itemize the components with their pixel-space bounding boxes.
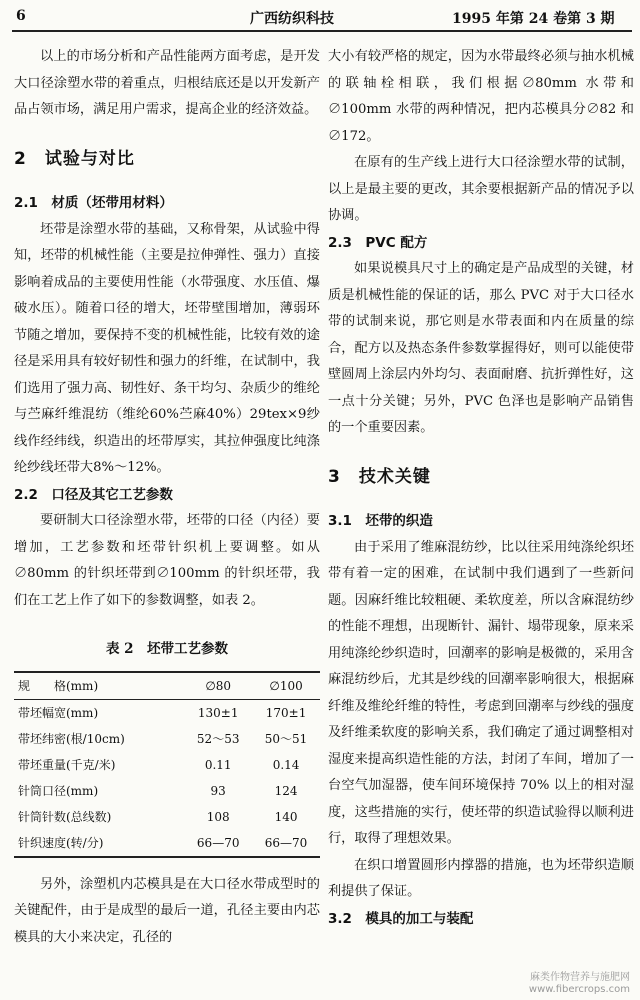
table-row: [14, 699, 320, 726]
table-header-cell: ∅100: [269, 678, 303, 693]
section-3-1-paragraph-b: 在织口增置圆形内撑器的措施，也为坯带织造顺利提供了保证。: [328, 857, 634, 899]
table-cell: 针织速度(转/分): [18, 835, 104, 850]
table-cell: 93: [210, 783, 226, 798]
right-column: [328, 44, 634, 932]
section-2-2-paragraph: 要研制大口径涂塑水带，坯带的口径（内径）要增加，工艺参数和坯带针织机上要调整。如从∅80mm 的针织坯带到∅100mm 的针织坯带，我们在工艺上作了如下的参数调整，如表 2。: [14, 513, 320, 608]
table-cell: 0.11: [204, 757, 232, 772]
section-3-1-heading: 3.1 坯带的织造: [328, 513, 433, 529]
table-cell: 108: [206, 809, 230, 824]
issue-info: 1995 年第 24 卷第 3 期: [452, 11, 615, 27]
table-cell: 0.14: [272, 757, 300, 772]
watermark-line1: 麻类作物营养与施肥网: [530, 972, 630, 983]
table-cell: 66—70: [196, 835, 240, 850]
table-row: [14, 778, 320, 804]
table-cell: 130±1: [197, 705, 239, 720]
continued-paragraph: 大小有较严格的规定，因为水带最终必须与抽水机械的联轴栓相联，我们根据∅80mm 水带和∅100mm 水带的两种情况，把内芯模具分∅82 和∅172。: [328, 49, 634, 144]
table-cell: 140: [274, 809, 298, 824]
table-row: [14, 830, 320, 857]
intro-paragraph: 以上的市场分析和产品性能两方面考虑，是开发大口径涂塑水带的着重点，归根结底还是以开发新产品占领市场，满足用户需求，提高企业的经济效益。: [14, 49, 320, 117]
table-cell: 66—70: [264, 835, 308, 850]
after-table-paragraph: 另外，涂塑机内芯模具是在大口径水带成型时的关键配件，由于是成型的最后一道，孔径主要由内芯模具的大小来决定，孔径的: [14, 876, 320, 945]
section-2-1-paragraph: 坯带是涂塑水带的基础，又称骨架，从试验中得知，坯带的机械性能（主要是拉伸弹性、强力）直接影响着成品的主要使用性能（水带强度、水压值、爆破水压）。随着口径的增大，坯带壁围增加，薄弱环节随之增加，要保持不变的机械性能，比较有效的途径是采用具有较好韧性和强力的纤维，在试制中，我们选用了强力高、韧性好、条干均匀、杂质少的维纶与苎麻纤维混纺（维纶60%苎麻40%）29tex×9纱线作经纬线，织造出的坯带厚实，其拉伸强度比纯涤纶纱线坯带大8%～12%。: [14, 221, 320, 475]
table-row: [14, 752, 320, 778]
page-number: 6: [16, 8, 26, 24]
table-cell: 针筒口径(mm): [18, 783, 99, 798]
page-header: [0, 8, 640, 32]
table-cell: 170±1: [265, 705, 307, 720]
table-cell: 50～51: [264, 731, 308, 746]
table-row: [14, 804, 320, 830]
section-3-heading: 3 技术关键: [328, 466, 431, 487]
table-cell: 带坯纬密(根/10cm): [18, 731, 125, 746]
header-rule: [12, 30, 632, 32]
section-2-2-heading: 2.2 口径及其它工艺参数: [14, 486, 173, 503]
section-3-1-paragraph: 由于采用了维麻混纺纱，比以往采用纯涤纶织坯带有着一定的困难，在试制中我们遇到了一些新问题。因麻纤维比较粗硬、柔软度差，所以含麻混纺纱的性能不理想，出现断针、漏针、塌带现象，原来采用纯涤纶纱织造时，回潮率的影响是极微的，采用含麻混纺纱后，尤其是纱线的回潮率影响很大，根据麻纤维及维纶纤维的特性，考虑到回潮率与纱线的强度及纤维柔软度的影响关系，我们确定了通过调整相对湿度来提高织造性能的方法，封闭了车间，增加了一台空气加湿器，使车间环境保持 70% 以上的相对湿度，这些措施的实行，使坯带的织造试验得以顺利进行，取得了理想效果。: [328, 539, 634, 846]
table-cell: 124: [274, 783, 298, 798]
table-cell: 针筒针数(总线数): [18, 809, 112, 824]
production-line-paragraph: 在原有的生产线上进行大口径涂塑水带的试制，以上是最主要的更改，其余要根据新产品的情况予以协调。: [328, 155, 634, 223]
table-cell: 52～53: [196, 731, 240, 746]
table-header-cell: ∅80: [205, 678, 232, 693]
table-header-cell: 规 格(mm): [18, 678, 99, 693]
section-2-heading: 2 试验与对比: [14, 148, 135, 169]
table-cell: 带坯重量(千克/米): [18, 757, 116, 772]
watermark: [529, 972, 630, 996]
section-2-3-heading: 2.3 PVC 配方: [328, 234, 428, 251]
watermark-line2: www.fibercrops.com: [528, 984, 630, 995]
section-2-1-heading: 2.1 材质（坯带用材料）: [14, 195, 173, 211]
section-2-3-paragraph: 如果说模具尺寸上的确定是产品成型的关键，材质是机械性能的保证的话，那么 PVC 对于大口径水带的试制来说，那它则是水带表面和内在质量的综合，配方以及热态条件参数掌握得好，则可以能使带壁圆周上涂层内外均匀、表面耐磨、抗折弹性好，这一点十分关键；另外，PVC 色泽也是影响产品销售的一个重要因素。: [328, 261, 634, 435]
table-2-title: 表 2 坯带工艺参数: [105, 641, 229, 657]
table-cell: 带坯幅宽(mm): [18, 705, 99, 720]
section-3-2-heading: 3.2 模具的加工与装配: [328, 910, 474, 927]
left-column: [14, 44, 320, 951]
journal-title: 广西纺织科技: [250, 11, 334, 27]
table-header-row: [14, 672, 320, 700]
table-row: [14, 726, 320, 752]
table-2: [14, 671, 320, 858]
